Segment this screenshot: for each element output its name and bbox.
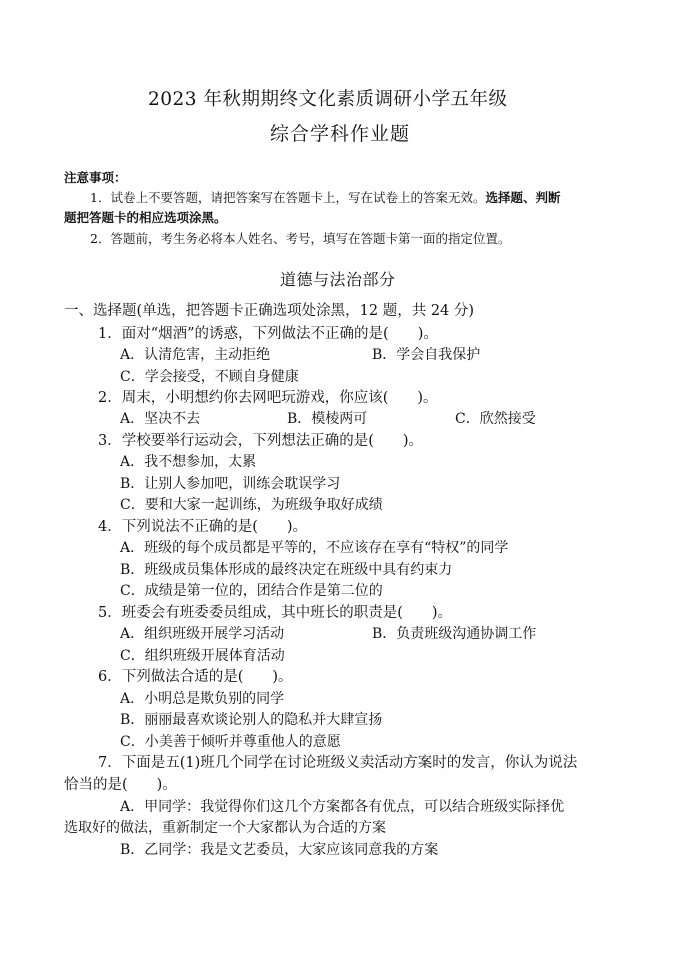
question-7-stem-line-1: 7．下面是五(1)班几个同学在讨论班级义卖活动方案时的发言，你认为说法 bbox=[98, 755, 578, 771]
note-item-1 bbox=[90, 188, 560, 208]
notes-heading: 注意事项： bbox=[64, 170, 127, 185]
question-4-stem: 4．下列说法不正确的是( )。 bbox=[98, 519, 308, 535]
question-6-option-a: A．小明总是欺负别的同学 bbox=[120, 691, 285, 707]
question-7-option-a-line-1: A．甲同学：我觉得你们这几个方案都各有优点，可以结合班级实际择优 bbox=[120, 799, 565, 815]
note-item-1-bold: 选择题、判断 bbox=[485, 190, 561, 205]
question-3-option-a: A．我不想参加，太累 bbox=[120, 454, 257, 470]
exam-subtitle: 综合学科作业题 bbox=[270, 123, 411, 145]
question-5-option-a: A．组织班级开展学习活动 bbox=[120, 626, 285, 642]
exam-title: 2023 年秋期期终文化素质调研小学五年级 bbox=[148, 89, 508, 110]
question-5-option-b: B．负责班级沟通协调工作 bbox=[372, 626, 537, 642]
part-heading: 一、选择题(单选，把答题卡正确选项处涂黑，12 题，共 24 分) bbox=[64, 303, 475, 319]
question-3-stem: 3．学校要举行运动会，下列想法正确的是( )。 bbox=[98, 433, 424, 449]
question-3-option-c: C．要和大家一起训练，为班级争取好成绩 bbox=[120, 497, 383, 513]
question-5-stem: 5．班委会有班委委员组成，其中班长的职责是( )。 bbox=[98, 605, 453, 621]
question-1-option-c: C．学会接受，不顾自身健康 bbox=[120, 369, 299, 385]
question-1-stem: 1．面对“烟酒”的诱惑，下列做法不正确的是( )。 bbox=[98, 326, 438, 342]
note-item-1-cont: 题把答题卡的相应选项涂黑。 bbox=[64, 210, 227, 225]
question-3-option-b: B．让别人参加吧，训练会耽误学习 bbox=[120, 476, 341, 492]
question-4-option-c: C．成绩是第一位的，团结合作是第二位的 bbox=[120, 583, 383, 599]
question-4-option-b: B．班级成员集体形成的最终决定在班级中具有约束力 bbox=[120, 562, 453, 578]
question-2-option-c: C．欣然接受 bbox=[455, 411, 536, 427]
note-item-2: 2．答题前，考生务必将本人姓名、考号，填写在答题卡第一面的指定位置。 bbox=[90, 231, 511, 246]
question-6-option-b: B．丽丽最喜欢谈论别人的隐私并大肆宣扬 bbox=[120, 712, 383, 728]
section-title: 道德与法治部分 bbox=[280, 270, 396, 289]
question-1-option-a: A．认清危害，主动拒绝 bbox=[120, 347, 271, 363]
question-6-stem: 6．下列做法合适的是( )。 bbox=[98, 669, 293, 685]
question-7-option-b: B．乙同学：我是文艺委员，大家应该同意我的方案 bbox=[120, 842, 439, 858]
note-item-1-text: 1．试卷上不要答题，请把答案写在答题卡上，写在试卷上的答案无效。 bbox=[90, 190, 486, 205]
question-7-stem-line-2: 恰当的是( )。 bbox=[64, 777, 177, 793]
question-2-stem: 2．周末，小明想约你去网吧玩游戏，你应该( )。 bbox=[98, 390, 438, 406]
question-5-option-c: C．组织班级开展体育活动 bbox=[120, 648, 285, 664]
question-2-option-b: B．模棱两可 bbox=[287, 411, 368, 427]
question-4-option-a: A．班级的每个成员都是平等的，不应该存在享有“特权”的同学 bbox=[120, 540, 509, 556]
question-1-option-b: B．学会自我保护 bbox=[372, 347, 481, 363]
question-2-option-a: A．坚决不去 bbox=[120, 411, 201, 427]
question-6-option-c: C．小美善于倾听并尊重他人的意愿 bbox=[120, 734, 341, 750]
question-7-option-a-line-2: 选取好的做法，重新制定一个大家都认为合适的方案 bbox=[64, 820, 386, 836]
